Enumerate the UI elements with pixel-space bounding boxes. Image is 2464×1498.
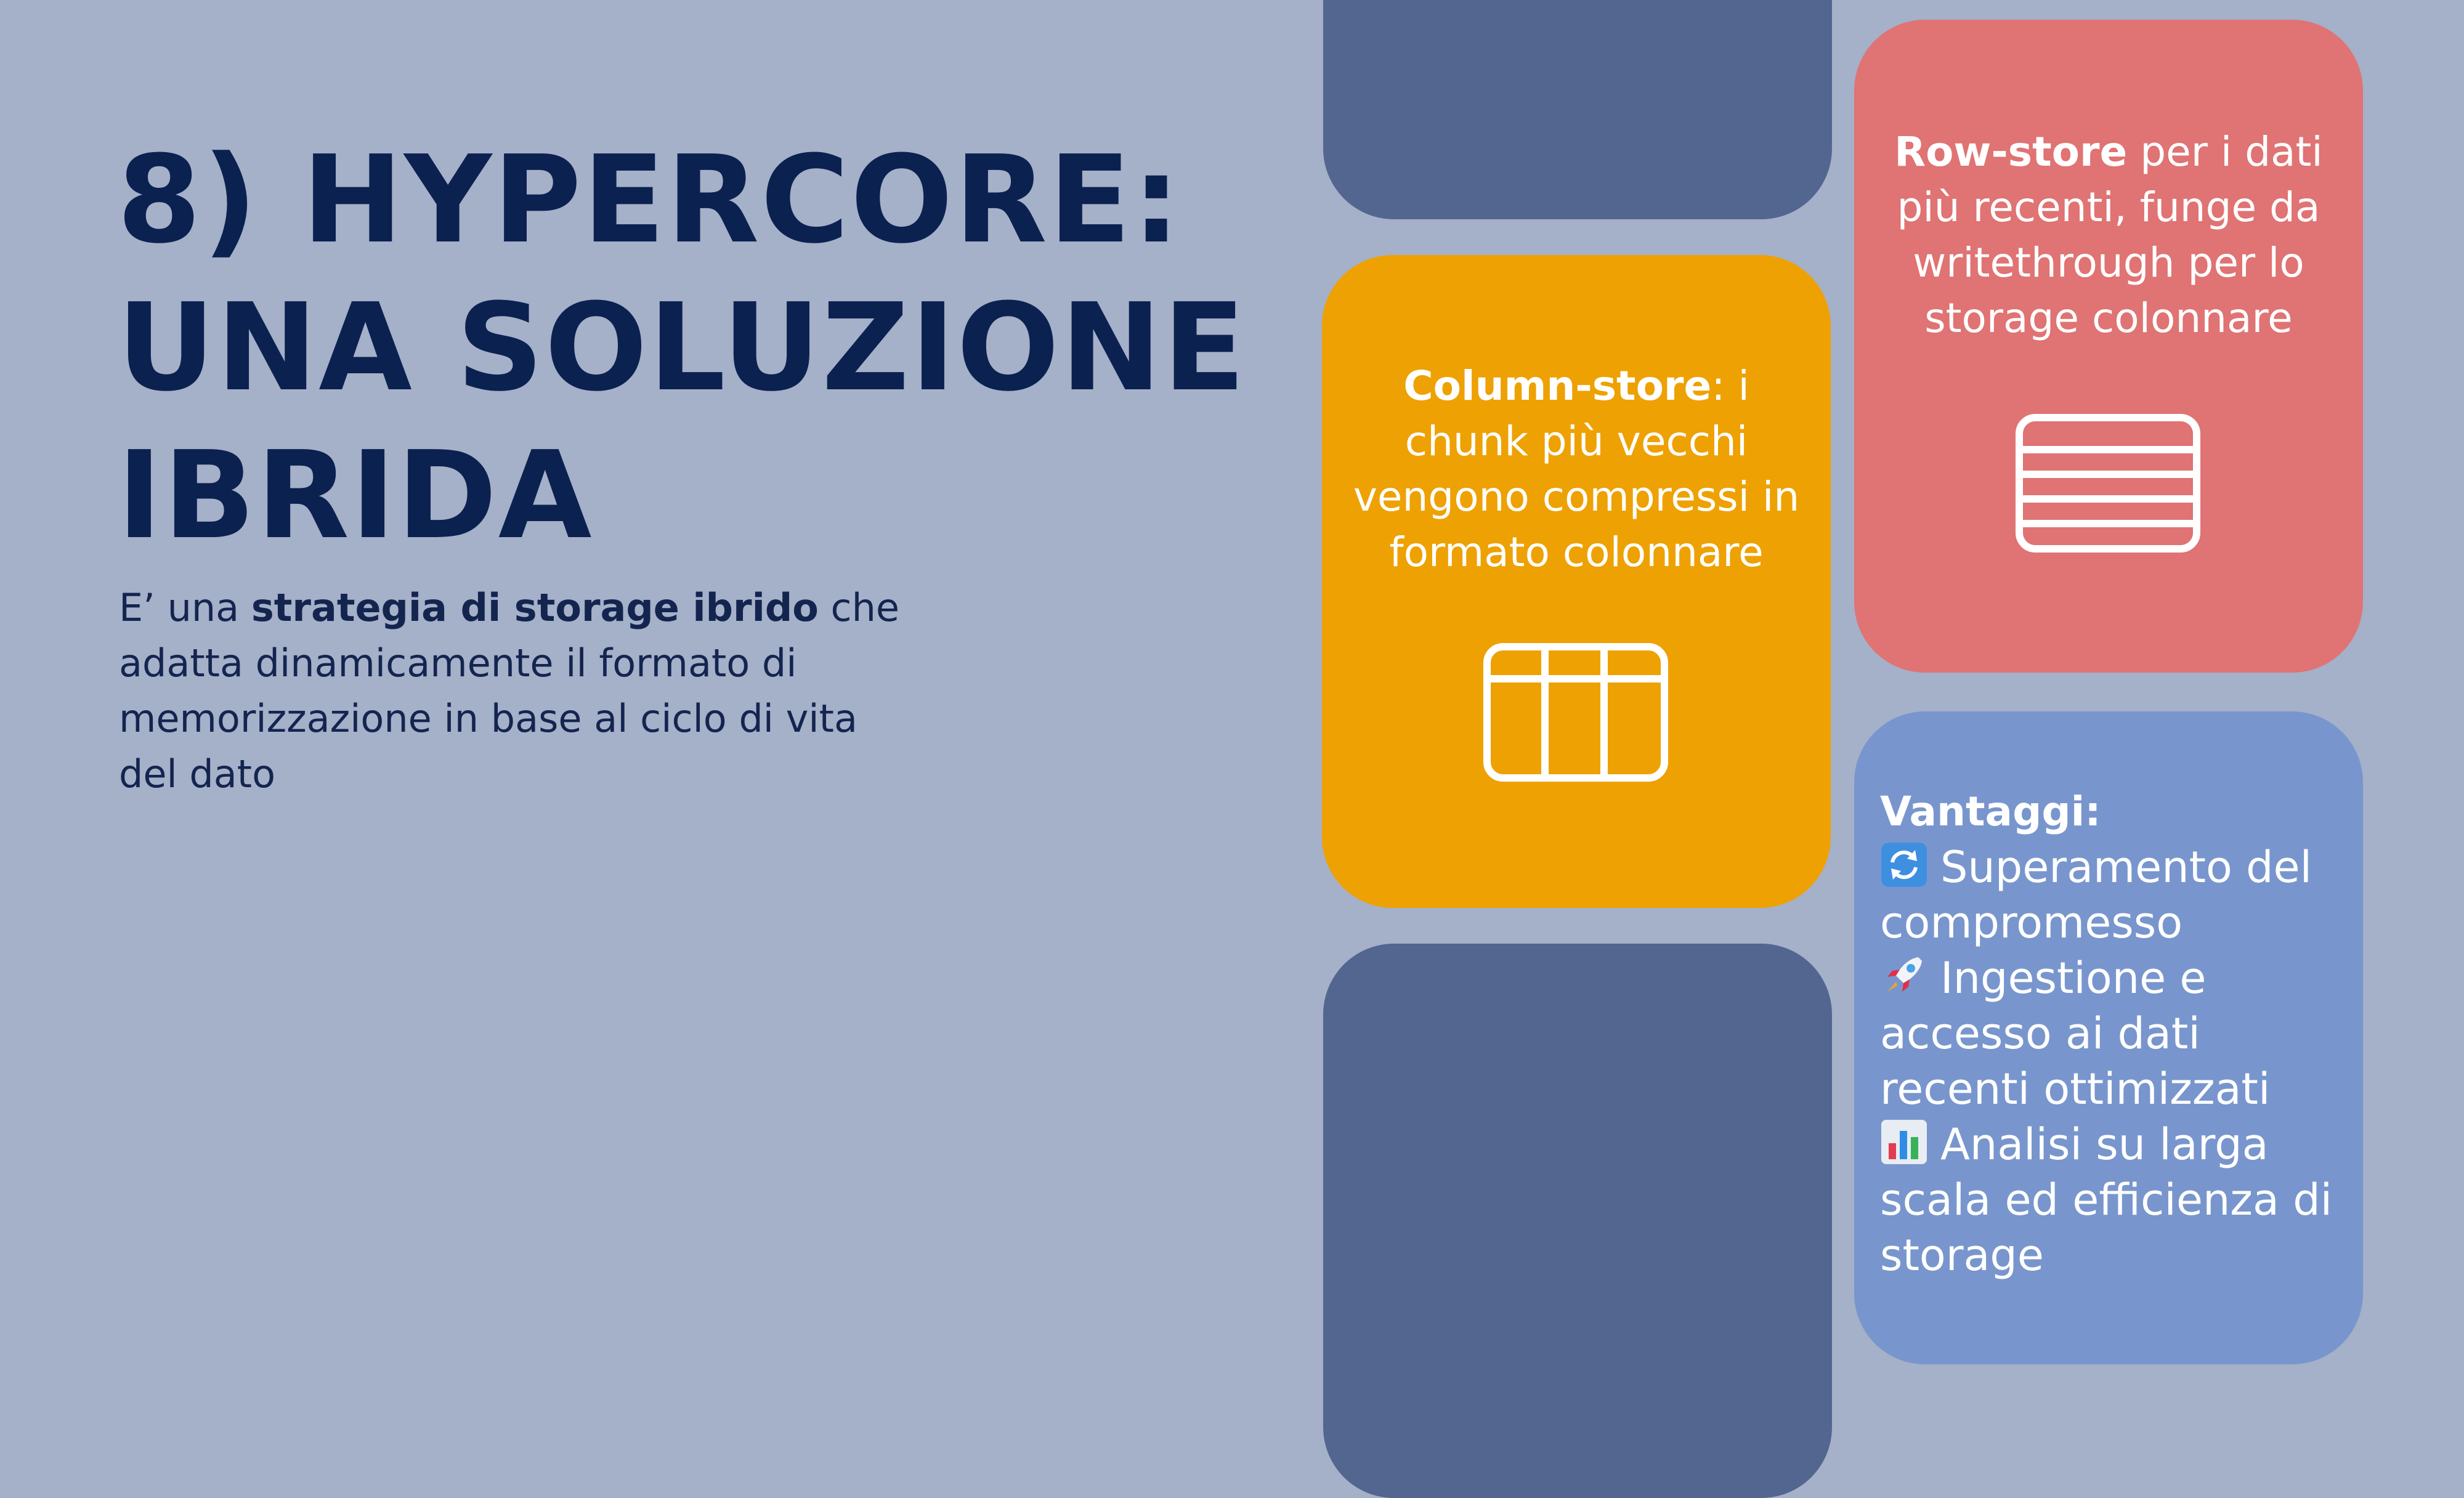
- column-store-text: : i chunk più vecchi vengono compressi in formato colonnare: [1353, 362, 1800, 576]
- row-store-text: per i dati più recenti, funge da writethrough per lo storage colonnare: [1897, 128, 2323, 342]
- benefits-list: [1880, 784, 2344, 1283]
- row-store-description: [1879, 124, 2338, 346]
- intro-paragraph: [119, 580, 920, 802]
- table-columns-icon: [1483, 643, 1668, 782]
- title-line-2: UNA SOLUZIONE: [117, 278, 1247, 418]
- column-store-description: [1347, 358, 1806, 580]
- benefits-card: [1854, 711, 2363, 1364]
- row-store-label: Row-store: [1894, 128, 2128, 176]
- benefit-text: Ingestione e accesso ai dati recenti ottimizzati: [1880, 953, 2271, 1114]
- benefit-item: [1880, 950, 2344, 1117]
- column-store-label: Column-store: [1403, 362, 1712, 410]
- benefits-heading: Vantaggi:: [1880, 788, 2101, 835]
- refresh-icon: [1880, 841, 1928, 888]
- table-rows-icon: [2016, 414, 2200, 553]
- title-line-1: 8) HYPERCORE:: [117, 130, 1182, 270]
- benefit-text: Superamento del compromesso: [1880, 842, 2312, 948]
- decorative-tile-bottom: [1323, 944, 1832, 1498]
- slide-title: [117, 126, 1287, 570]
- title-line-3: IBRIDA: [117, 426, 593, 566]
- benefit-text: Analisi su larga scala ed efficienza di storage: [1880, 1119, 2333, 1281]
- benefit-item: [1880, 1117, 2344, 1283]
- bar-chart-icon: [1880, 1119, 1928, 1165]
- column-store-card: [1322, 255, 1831, 908]
- intro-prefix: E’ una: [119, 585, 251, 630]
- row-store-card: [1854, 20, 2363, 673]
- intro-bold: strategia di storage ibrido: [251, 585, 819, 630]
- intro-suffix: che adatta dinamicamente il formato di memorizzazione in base al ciclo di vita del dato: [119, 585, 900, 796]
- benefit-item: [1880, 840, 2344, 950]
- rocket-icon: [1880, 952, 1928, 999]
- decorative-tile-top: [1323, 0, 1832, 219]
